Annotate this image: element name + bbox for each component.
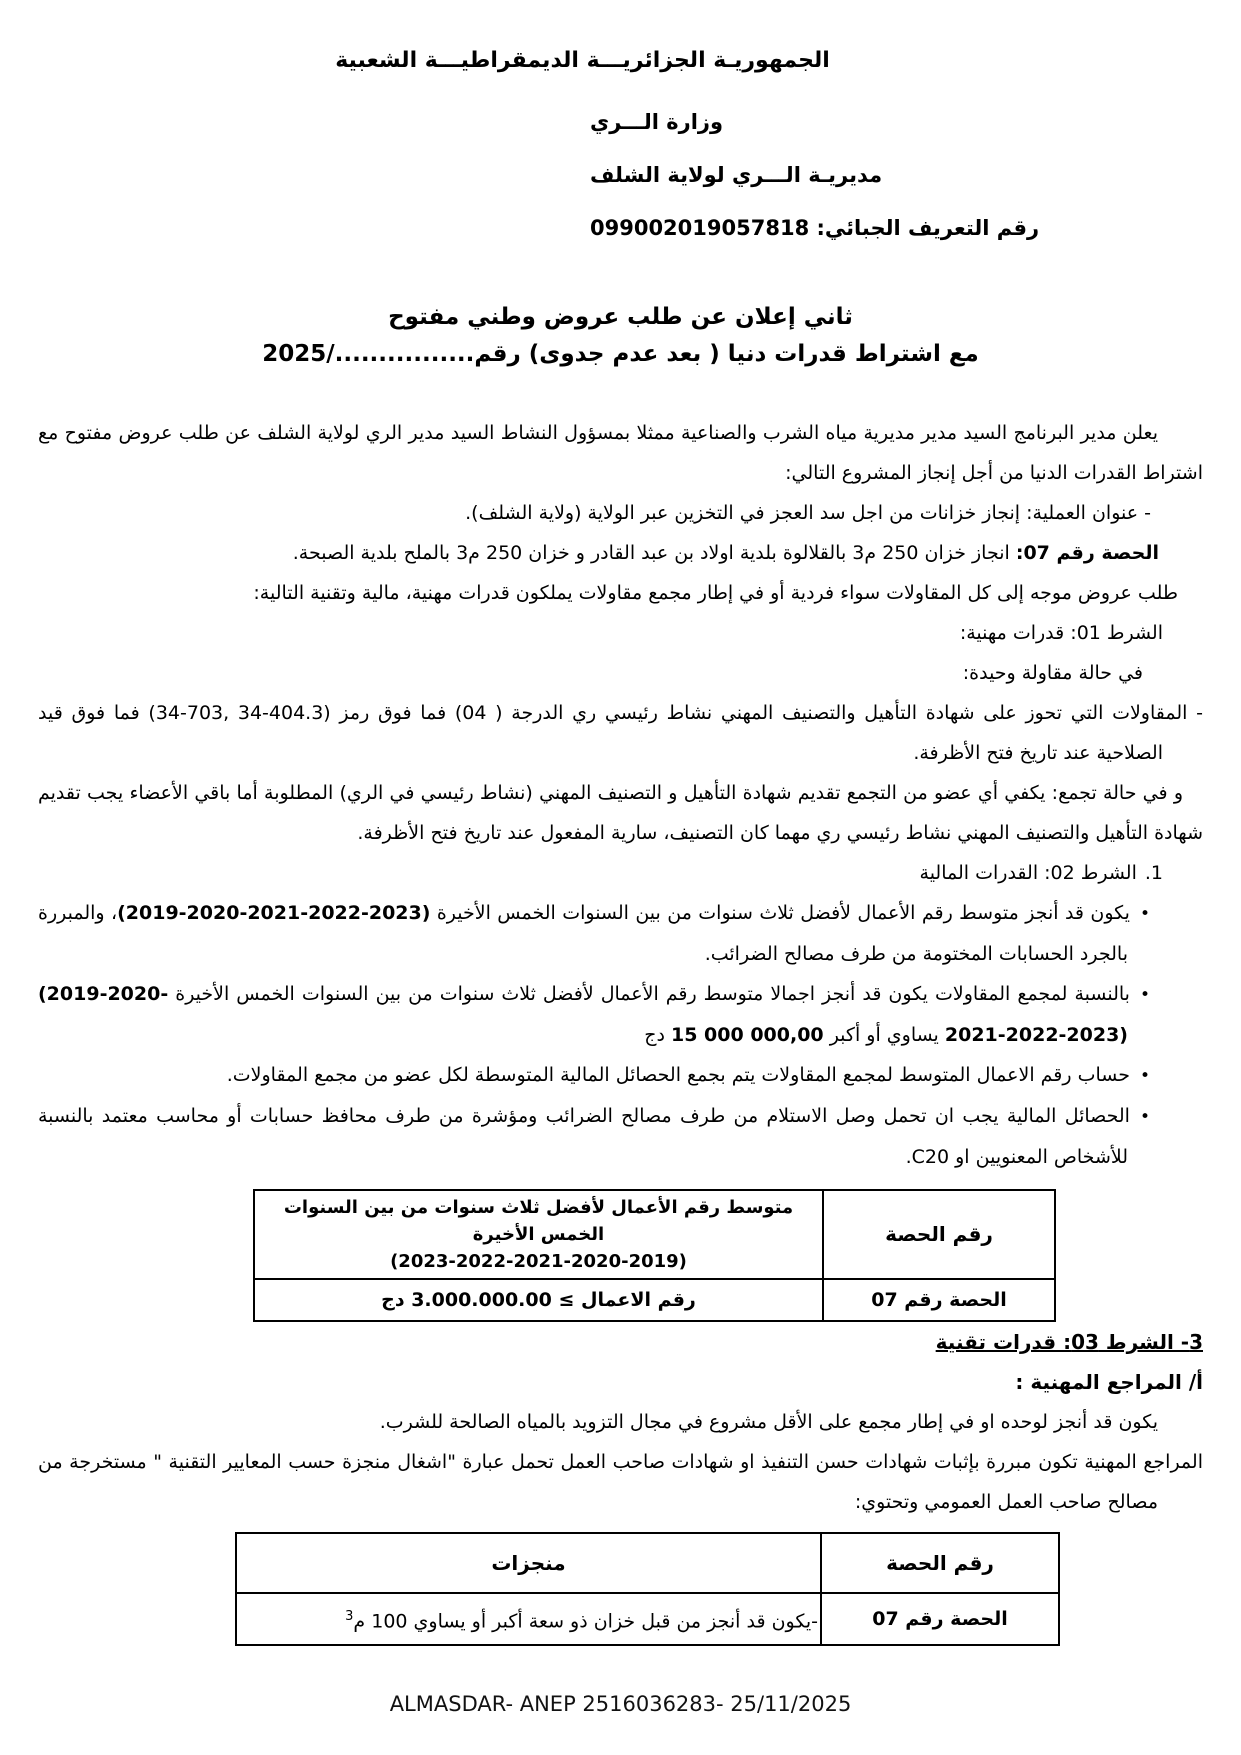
lot-line [38,533,1203,573]
achievements-table [235,1532,1060,1646]
ministry-line: وزارة الـــري [590,110,724,134]
qualification-text-pre: - المقاولات التي تحوز على شهادة التأهيل والتصنيف المهني نشاط رئيسي ري الدرجة [502,702,1203,724]
republic-heading: الجمهوريـة الجزائريـــة الديمقراطيـــة الشعبية [335,48,830,73]
tax-id-label: رقم التعريف الجبائي: [816,216,1040,240]
table2-header-row [236,1533,1059,1593]
condition2-text: الشرط 02: القدرات المالية [919,862,1137,884]
qualification-paragraph [38,693,1203,773]
intro-paragraph: يعلن مدير البرنامج السيد مدير مديرية مياه الشرب والصناعية ممثلا بمسؤول النشاط السيد مدير الري لولاية الشلف عن طلب عروض مفتوح مع اشتراط القدرات الدنيا من أجل إنجاز المشروع التالي: [38,422,1203,484]
announcement-title-line2: مع اشتراط قدرات دنيا ( بعد عدم جدوى) رقم................/2025 [262,341,979,367]
single-contractor-line: في حالة مقاولة وحيدة: [962,662,1143,684]
bullet2-text-pre: بالنسبة لمجمع المقاولات يكون قد أنجز اجمالا متوسط رقم الأعمال لأفضل ثلاث سنوات من بين السنوات الخمس الأخيرة [168,983,1130,1005]
condition2-number: 1. [1144,862,1163,884]
announcement-title-line1: ثاني إعلان عن طلب عروض وطني مفتوح [388,304,853,330]
qualification-text-post: فما فوق قيد الصلاحية عند تاريخ فتح الأظرفة. [38,702,1163,764]
table1-header-lot: رقم الحصة [823,1190,1055,1279]
bullet-marker: • [1139,904,1150,924]
financial-capacity-table [253,1189,1056,1322]
table1-row-lot: الحصة رقم 07 [823,1279,1055,1321]
table1-header-turnover-years: (2023-2022-2021-2020-2019) [390,1251,687,1272]
table1-header-turnover [254,1190,823,1279]
lot-text: انجاز خزان 250 م3 بالقلالوة بلدية اولاد بن عبد القادر و خزان 250 م3 بالملح بلدية الصبحة. [292,542,1016,564]
lot-label: الحصة رقم 07: [1015,542,1159,564]
bullet1-years: (2019-2020-2021-2022-2023) [117,902,431,924]
bullet-marker: • [1139,1066,1150,1086]
table2-header-lot: رقم الحصة [821,1533,1059,1593]
bullet2-years: (2019-2020-2021-2022-2023) [38,983,1128,1046]
bullet1-text-pre: يكون قد أنجز متوسط رقم الأعمال لأفضل ثلاث سنوات من بين السنوات الخمس الأخيرة [430,902,1130,924]
financial-bullet-3 [38,1055,1203,1096]
tax-id-number: 099002019057818 [590,216,810,240]
table2-data-row [236,1593,1059,1645]
tax-id-line [590,202,1203,255]
bullet3-text: حساب رقم الاعمال المتوسط لمجمع المقاولات يتم بجمع الحصائل المالية المتوسطة لكل عضو من مجمع المقاولات. [226,1064,1130,1086]
table1-data-row [254,1279,1055,1321]
bullet2-text-mid: يساوي أو أكبر [823,1024,945,1046]
condition2-title [38,853,1203,893]
references-proof-paragraph: المراجع المهنية تكون مبررة بإثبات شهادات حسن التنفيذ او شهادات صاحب العمل تحمل عبارة "اشغال منجزة حسب المعايير التقنية " مستخرجة من مصالح صاحب العمل العمومي وتحتوي: [38,1451,1203,1513]
professional-references-title: أ/ المراجع المهنية : [1015,1370,1203,1394]
group-case-paragraph: و في حالة تجمع: يكفي أي عضو من التجمع تقديم شهادة التأهيل و التصنيف المهني (نشاط رئيسي في الري) المطلوبة أما باقي الأعضاء يجب تقديم شهادة التأهيل والتصنيف المهني نشاط رئيسي ري مهما كان التصنيف، سارية المفعول عند تاريخ فتح الأظرفة. [38,782,1203,844]
bullet2-amount: 15 000 000,00 [671,1024,824,1046]
qualification-codes: (34-703, 34-404.3) [148,702,331,724]
condition3-title: 3- الشرط 03: قدرات تقنية [935,1330,1203,1354]
operation-line: - عنوان العملية: إنجاز خزانات من اجل سد العجز في التخزين عبر الولاية (ولاية الشلف). [465,502,1151,524]
table2-row-lot: الحصة رقم 07 [821,1593,1059,1645]
table1-header-row [254,1190,1055,1279]
org-block [38,96,1203,255]
achievement-superscript: 3 [345,1609,354,1624]
qualification-degree: (04 ) [454,702,503,724]
qualification-text-mid: فما فوق رمز [330,702,455,724]
financial-bullet-2 [38,974,1203,1055]
bullet4-text: الحصائل المالية يجب ان تحمل وصل الاستلام من طرف مصالح الضرائب ومؤشرة من طرف محافظ حسابات أو محاسب معتمد بالنسبة للأشخاص المعنويين او C20. [38,1105,1130,1168]
bullet-marker: • [1139,985,1150,1005]
table2-row-achievement [236,1593,821,1645]
table1-row-turnover: رقم الاعمال ≥ 3.000.000.00 دج [254,1279,823,1321]
financial-bullet-1 [38,893,1203,974]
addressed-line: طلب عروض موجه إلى كل المقاولات سواء فردية أو في إطار مجمع مقاولات يملكون قدرات مهنية، مالية وتقنية التالية: [253,582,1178,604]
achievement-text: -يكون قد أنجز من قبل خزان ذو سعة أكبر أو يساوي 100 م [353,1610,818,1633]
financial-bullet-4 [38,1096,1203,1177]
references-requirement-line: يكون قد أنجز لوحده او في إطار مجمع على الأقل مشروع في مجال التزويد بالمياه الصالحة للشرب. [379,1411,1158,1433]
footer-anep-line: ALMASDAR- ANEP 2516036283- 25/11/2025 [389,1692,852,1716]
announcement-title [38,299,1203,373]
directorate-line: مديريـة الـــري لولاية الشلف [590,163,883,187]
bullet2-currency: دج [644,1024,671,1046]
table2-header-achievements: منجزات [236,1533,821,1593]
condition1-title: الشرط 01: قدرات مهنية: [959,622,1163,644]
bullet1-text-post: ، والمبررة بالجرد الحسابات المختومة من طرف مصالح الضرائب. [38,902,1128,965]
body-text [38,413,1203,1646]
table1-header-turnover-line1: متوسط رقم الأعمال لأفضل ثلاث سنوات من بين السنوات الخمس الأخيرة [283,1197,794,1245]
bullet-marker: • [1139,1107,1150,1127]
